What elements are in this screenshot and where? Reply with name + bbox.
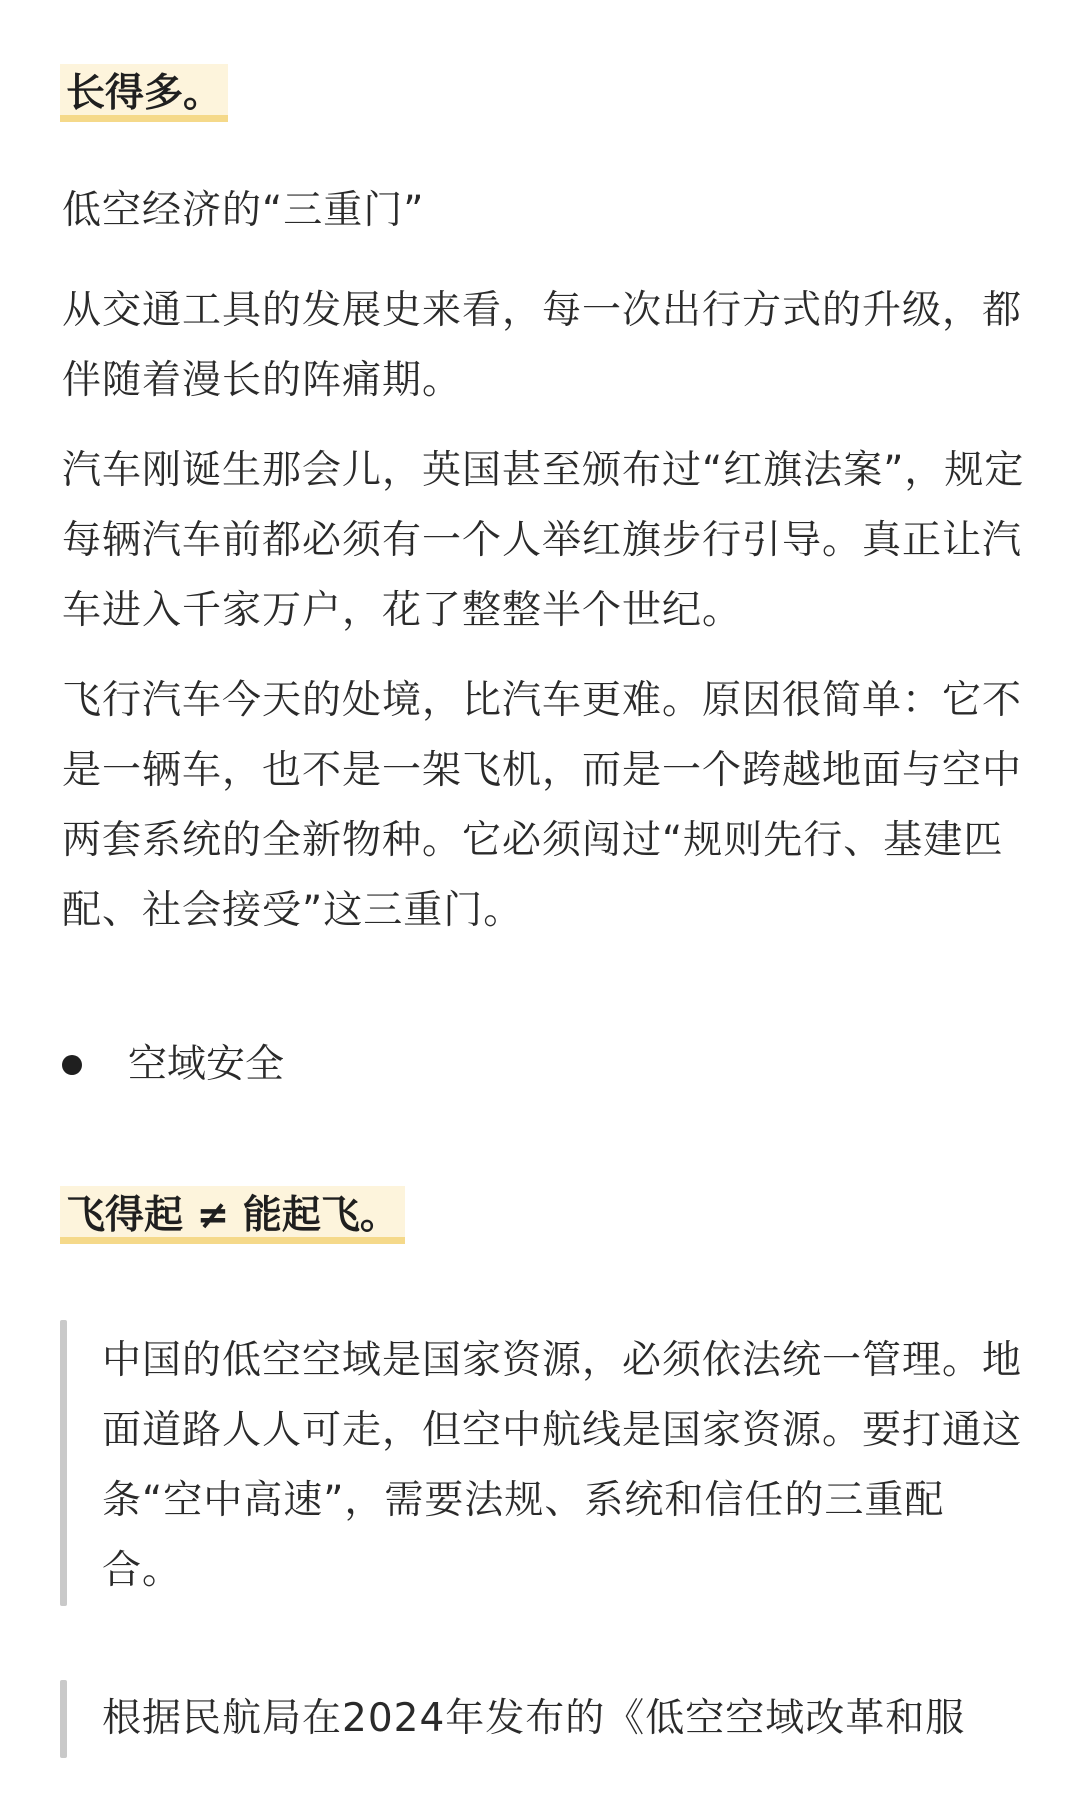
paragraph-flying-car: 飞行汽车今天的处境，比汽车更难。原因很简单：它不是一辆车，也不是一架飞机，而是一个跨越地面与空中两套系统的全新物种。它必须闯过“规则先行、基建匹配、社会接受”这三重门。	[62, 678, 1023, 933]
quote-bar	[60, 1680, 67, 1758]
paragraph-red-flag-act: 汽车刚诞生那会儿，英国甚至颁布过“红旗法案”，规定每辆汽车前都必须有一个人举红旗步行引导。真正让汽车进入千家万户，花了整整半个世纪。	[62, 448, 1025, 633]
bullet-dot-icon	[62, 1055, 82, 1075]
paragraph-history: 从交通工具的发展史来看，每一次出行方式的升级，都伴随着漫长的阵痛期。	[62, 288, 1023, 403]
quote-bar	[60, 1320, 67, 1606]
highlighted-heading-2: 飞得起 ≠ 能起飞。	[60, 1186, 405, 1244]
quote-text: 中国的低空空域是国家资源，必须依法统一管理。地面道路人人可走，但空中航线是国家资源。要打通这条“空中高速”，需要法规、系统和信任的三重配合。	[102, 1338, 1023, 1593]
bullet-list-item	[62, 1030, 284, 1100]
highlighted-heading-1: 长得多。	[60, 64, 228, 122]
blockquote-caac	[60, 1680, 1030, 1758]
blockquote-airspace	[60, 1320, 1030, 1606]
bullet-label: 空域安全	[128, 1042, 285, 1087]
section-title: 低空经济的“三重门”	[62, 188, 425, 233]
quote-text: 根据民航局在2024年发布的《低空空域改革和服	[102, 1696, 966, 1741]
